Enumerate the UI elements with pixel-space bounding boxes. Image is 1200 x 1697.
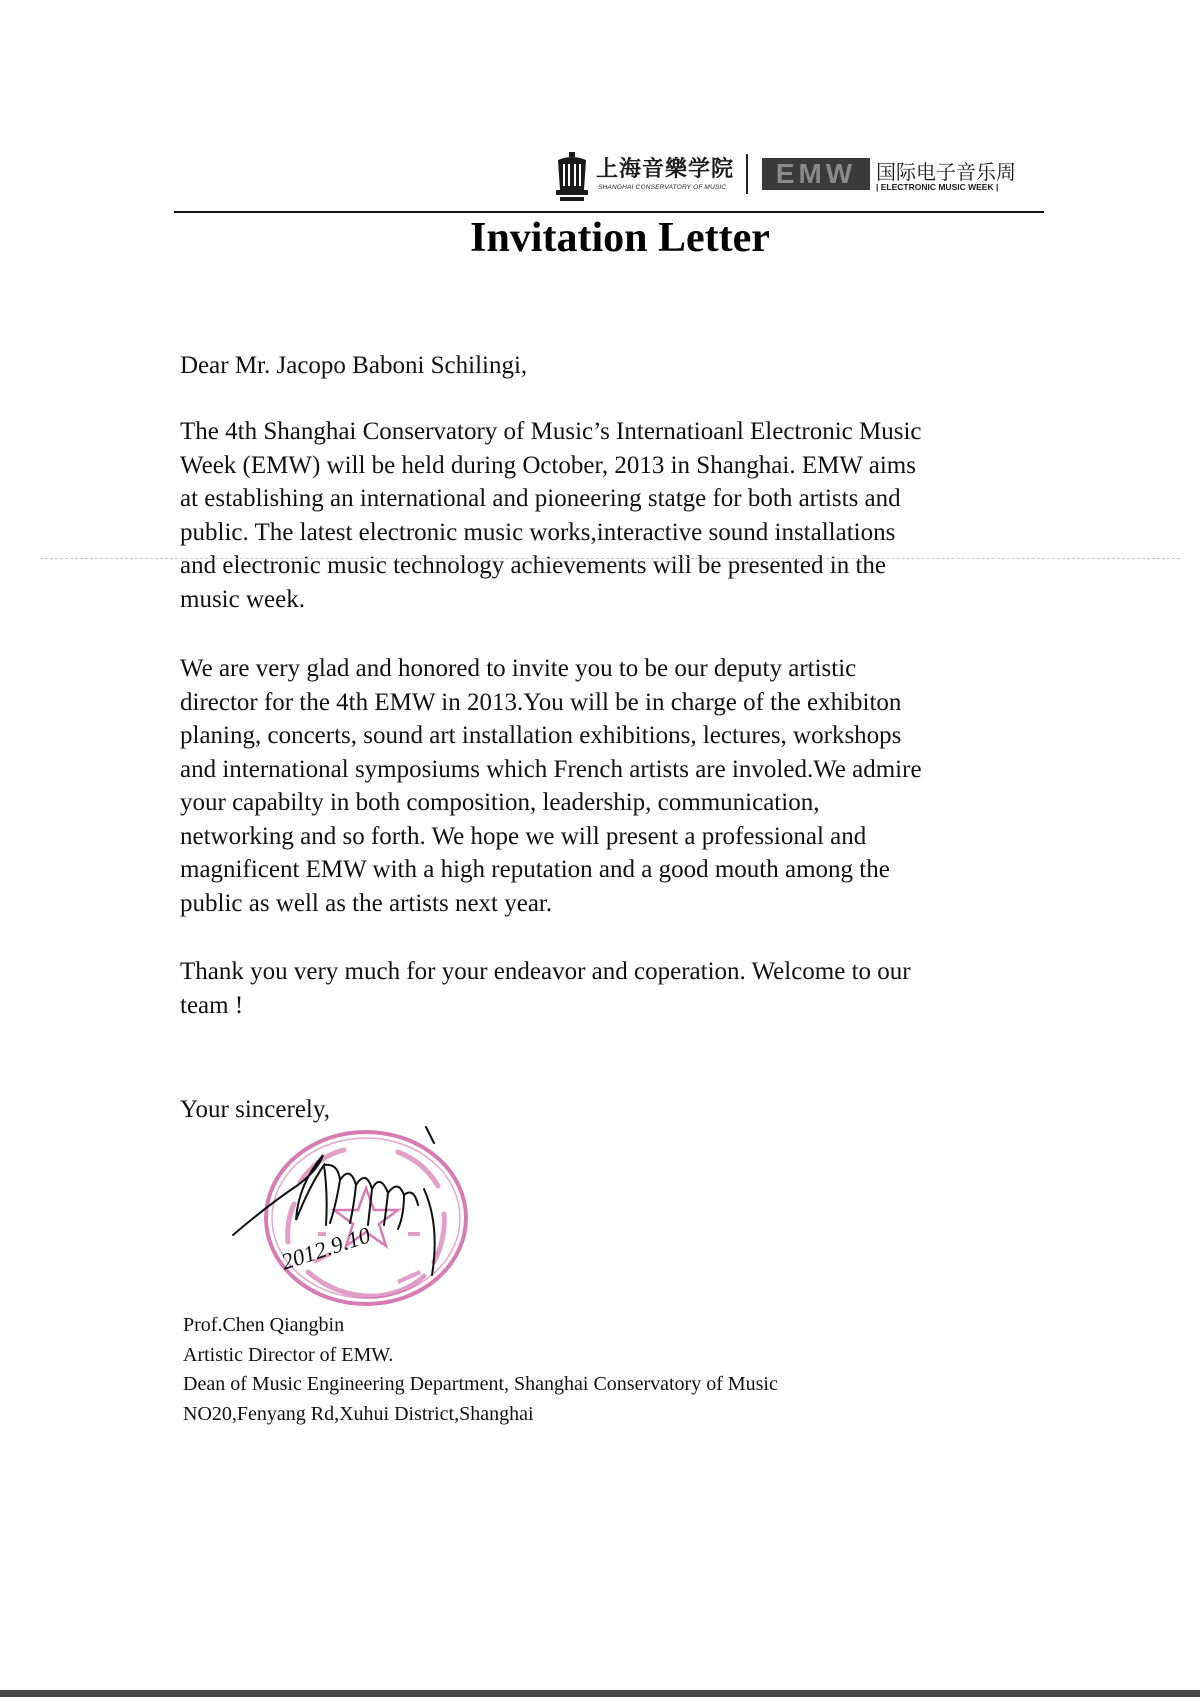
paragraph-line: public as well as the artists next year. — [180, 889, 553, 917]
emw-name-english: | ELECTRONIC MUSIC WEEK | — [876, 182, 999, 192]
letter-title: Invitation Letter — [470, 215, 770, 261]
signer-name: Prof.Chen Qiangbin — [183, 1314, 345, 1336]
scan-bottom-edge — [0, 1690, 1200, 1697]
signer-title: Artistic Director of EMW. — [183, 1343, 394, 1366]
handwritten-date: 2012.9.10 — [278, 1222, 374, 1275]
conservatory-name-english: SHANGHAI CONSERVATORY OF MUSIC — [598, 184, 727, 191]
paragraph-line: director for the 4th EMW in 2013.You will be in charge of the exhibiton — [180, 688, 902, 716]
paragraph-line: at establishing an international and pioneering statge for both artists and — [180, 485, 901, 512]
paragraph-line: Week (EMW) will be held during October, 2013 in Shanghai. EMW aims — [180, 451, 916, 479]
paragraph-invitation — [180, 652, 1060, 920]
header-rule — [174, 211, 1044, 213]
paragraph-line: public. The latest electronic music works,interactive sound installations — [180, 518, 896, 546]
paper-fold-line — [40, 558, 1180, 559]
paragraph-thanks — [180, 955, 1060, 1022]
paragraph-line: and electronic music technology achievements will be presented in the — [180, 552, 887, 579]
paragraph-event-intro — [180, 415, 1060, 616]
paragraph-line: and international symposiums which French artists are involed.We admire — [180, 755, 922, 783]
conservatory-lyre-icon — [552, 150, 592, 206]
paragraph-line: The 4th Shanghai Conservatory of Music’s Internatioanl Electronic Music — [180, 418, 922, 445]
paragraph-line: magnificent EMW with a high reputation and a good mouth among the — [180, 856, 890, 883]
paragraph-line: your capabilty in both composition, leadership, communication, — [180, 789, 820, 816]
paragraph-line: music week. — [180, 585, 305, 613]
closing: Your sincerely, — [180, 1096, 330, 1123]
signer-department: Dean of Music Engineering Department, Shanghai Conservatory of Music — [183, 1373, 778, 1395]
handwritten-signature — [228, 1125, 478, 1300]
logo-divider — [746, 154, 748, 194]
emw-logo-text: EMW — [775, 158, 857, 189]
signer-block — [183, 1311, 778, 1429]
salutation: Dear Mr. Jacopo Baboni Schilingi, — [180, 352, 528, 379]
paragraph-line: Thank you very much for your endeavor and coperation. Welcome to our — [180, 958, 911, 985]
signer-address: NO20,Fenyang Rd,Xuhui District,Shanghai — [183, 1402, 534, 1425]
emw-name-chinese: 国际电子音乐周 — [876, 160, 1016, 184]
paragraph-line: We are very glad and honored to invite you to be our deputy artistic — [180, 655, 857, 682]
conservatory-name-chinese: 上海音樂学院 — [596, 157, 735, 182]
emw-logo — [762, 158, 870, 190]
paragraph-line: team ! — [180, 991, 244, 1019]
paragraph-line: networking and so forth. We hope we will present a professional and — [180, 822, 867, 850]
letterhead — [552, 150, 1038, 206]
paragraph-line: planing, concerts, sound art installation exhibitions, lectures, workshops — [180, 722, 902, 749]
